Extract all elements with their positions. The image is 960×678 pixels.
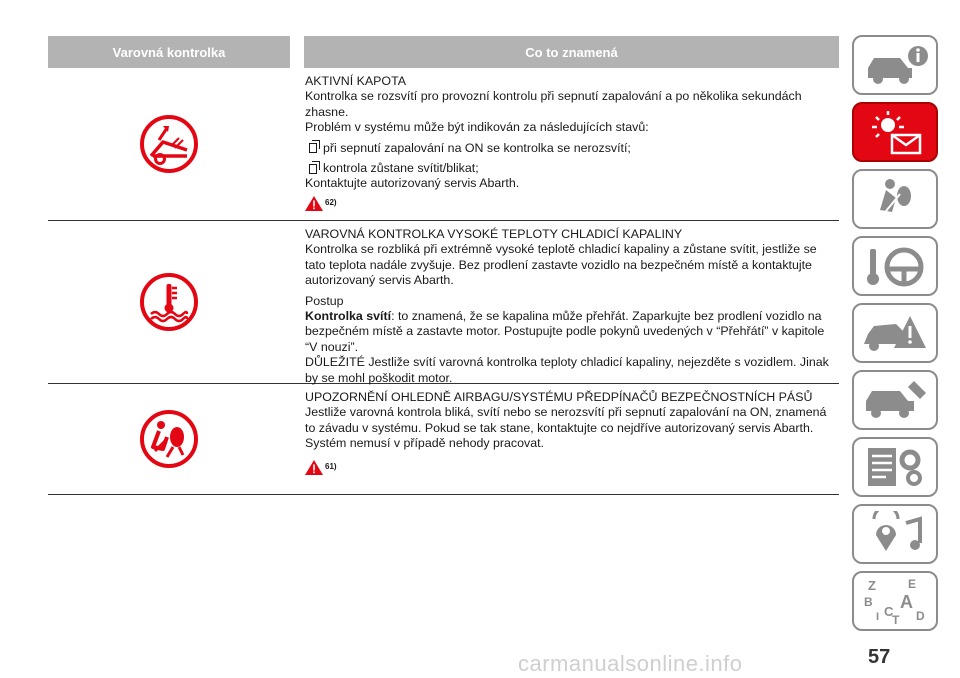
row-text [305,309,839,355]
note-reference: 61) [325,461,337,471]
steering-wheel-key-icon [860,243,930,289]
index-letter: B [864,595,873,609]
car-service-icon [860,377,930,423]
index-letters-icon [860,576,930,626]
page-number: 57 [868,646,891,668]
tab-multimedia[interactable] [852,504,938,564]
warning-note[interactable] [305,196,839,211]
table-row [48,384,839,495]
index-letter: E [908,577,917,591]
navigation-music-icon [860,511,930,557]
row-title: AKTIVNÍ KAPOTA [305,74,406,88]
row-text: Kontrolka se rozsvítí pro provozní kontrolu při sepnutí zapalování a po několika sekundách zhasne. [305,89,802,119]
row-title: VAROVNÁ KONTROLKA VYSOKÉ TEPLOTY CHLADICÍ KAPALINY [305,227,683,241]
row-text: Problém v systému může být indikován za následujících stavů: [305,120,649,135]
row-text: Kontrolka se rozbliká při extrémně vysoké teplotě chladicí kapaliny a zůstane svítit, jestliže se tato teplota nadále zvyšuje. Bez prodlení zastavte vozidlo na bezpečném místě a kontaktujte autorizovaný servis Abarth. [305,242,817,288]
bullet-icon [309,164,317,174]
tab-starting-driving[interactable] [852,236,938,296]
meaning-cell [305,390,839,475]
warning-note[interactable] [305,460,839,475]
row-text: Jestliže varovná kontrola bliká, svítí nebo se nerozsvítí při sepnutí zapalování na ON, znamená to závadu v systému. Pokud se tak stane, kontaktujte co nejdříve autorizovaný servis Abarth. Systém nemusí v případě nehody pracovat. [305,405,827,451]
seatbelt-airbag-icon [860,176,930,222]
row-title: UPOZORNĚNÍ OHLEDNĚ AIRBAGU/SYSTÉMU PŘEDPÍNAČŮ BEZPEČNOSTNÍCH PÁSŮ [305,390,813,404]
coolant-temperature-icon [137,270,201,334]
watermark: carmanualsonline.info [518,651,743,676]
index-letter: Z [868,578,876,593]
table-header [48,36,839,68]
tab-warning-lights[interactable] [852,102,938,162]
row-text: Postup [305,293,344,308]
icon-cell [48,384,290,494]
tab-car-info[interactable] [852,35,938,95]
warning-triangle-icon [305,196,323,211]
meaning-cell [305,227,839,386]
icon-cell [48,221,290,383]
list-item-text: při sepnutí zapalování na ON se kontrolka se nerozsvítí; [323,140,631,155]
note-reference: 62) [325,197,337,207]
row-text: Kontaktujte autorizovaný servis Abarth. [305,176,520,191]
meaning-cell [305,74,839,211]
car-crash-warning-icon [860,310,930,356]
index-letter: D [916,609,925,623]
tab-technical-data[interactable] [852,437,938,497]
header-meaning: Co to znamená [525,44,618,60]
list-item [305,161,839,176]
tab-emergency[interactable] [852,303,938,363]
list-item-text: kontrola zůstane svítit/blikat; [323,161,479,176]
airbag-icon [137,407,201,471]
bullet-icon [309,143,317,153]
settings-list-icon [860,444,930,490]
header-separator [290,36,304,68]
warning-light-icon [860,109,930,155]
tab-maintenance[interactable] [852,370,938,430]
table-row [48,221,839,384]
index-letter: I [876,611,880,623]
row-text: DŮLEŽITÉ Jestliže svítí varovná kontrolka teploty chladicí kapaliny, nejezděte s vozidlem. Jinak by se mohl poškodit motor. [305,355,829,385]
tab-safety[interactable] [852,169,938,229]
index-letter: C [884,604,894,619]
list-item [305,141,839,156]
warning-triangle-icon [305,460,323,475]
tab-index[interactable] [852,571,938,631]
table-row [48,68,839,221]
hood-open-icon [137,112,201,176]
icon-cell [48,68,290,220]
car-info-icon [860,42,930,88]
bold-text: Kontrolka svítí [305,309,392,324]
index-letter: T [892,613,900,626]
header-warning-light: Varovná kontrolka [112,44,226,60]
row-text-span: : to znamená, že se kapalina může přehřát. Zaparkujte bez prodlení vozidlo na bezpečném místě a zastavte motor. Postupujte podle pokynů uvedených v “Přehřátí” v kapitole “V nouzi”. [305,309,825,354]
index-letter: A [900,592,913,612]
